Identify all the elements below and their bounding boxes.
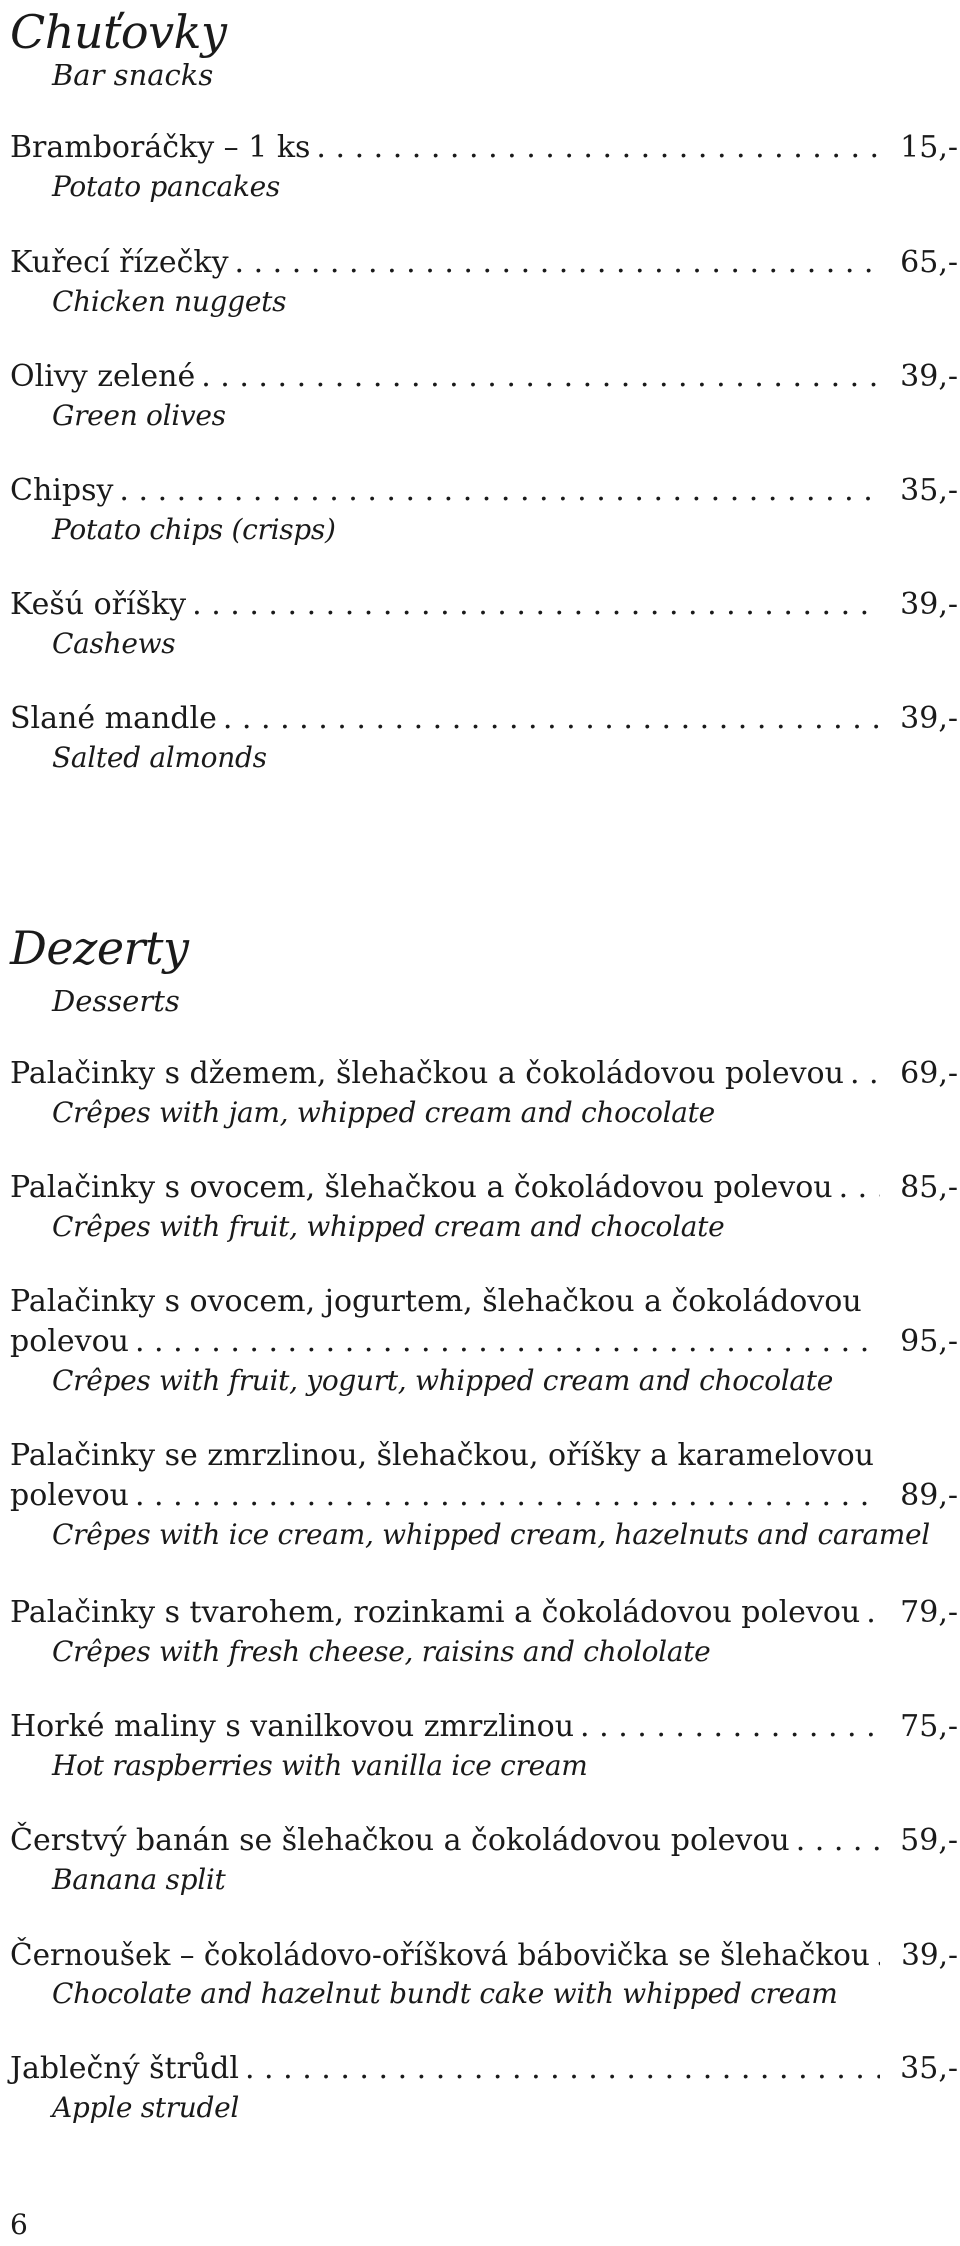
- item-translation: Cashews: [52, 627, 176, 660]
- dot-leader: [850, 1054, 880, 1094]
- menu-item: [10, 699, 958, 777]
- item-name-line1: Palačinky se zmrzlinou, šlehačkou, oříšky a karamelovou: [10, 1438, 874, 1473]
- menu-item: [10, 2049, 958, 2127]
- section-title: Chuťovky: [10, 5, 227, 59]
- dot-leader: [796, 1821, 880, 1861]
- item-name: Palačinky s ovocem, šlehačkou a čokoládovou polevou: [10, 1170, 833, 1205]
- item-price: 59,-: [900, 1823, 958, 1858]
- menu-item: [10, 585, 958, 663]
- page-number: 6: [10, 2208, 28, 2241]
- dot-leader: [839, 1168, 880, 1208]
- item-translation: Crêpes with jam, whipped cream and chocolate: [52, 1096, 715, 1129]
- section-subtitle: Bar snacks: [52, 58, 214, 92]
- item-name: Chipsy: [10, 473, 114, 508]
- menu-item: [10, 128, 958, 206]
- item-price: 85,-: [900, 1170, 958, 1205]
- dot-leader: [201, 357, 880, 397]
- menu-item: [10, 471, 958, 549]
- item-translation: Chocolate and hazelnut bundt cake with whipped cream: [52, 1977, 838, 2010]
- section-subtitle: Desserts: [52, 984, 180, 1018]
- item-name: Kešú oříšky: [10, 587, 187, 622]
- menu-item: [10, 1593, 958, 1671]
- item-translation: Salted almonds: [52, 741, 267, 774]
- item-price: 39,-: [900, 359, 958, 394]
- item-translation: Crêpes with ice cream, whipped cream, hazelnuts and caramel: [52, 1518, 930, 1551]
- item-name: polevou: [10, 1324, 129, 1359]
- menu-item: [10, 1935, 958, 2013]
- item-price: 39,-: [900, 701, 958, 736]
- item-name: polevou: [10, 1478, 129, 1513]
- item-price: 75,-: [900, 1709, 958, 1744]
- menu-page: [10, 0, 960, 2246]
- item-name: Slané mandle: [10, 701, 217, 736]
- dot-leader: [192, 585, 880, 625]
- item-translation: Green olives: [52, 399, 226, 432]
- dot-leader: [135, 1322, 880, 1362]
- menu-item: [10, 1821, 958, 1899]
- menu-item: [10, 1282, 958, 1400]
- item-name: Čerstvý banán se šlehačkou a čokoládovou polevou: [10, 1823, 790, 1858]
- item-price: 35,-: [900, 2051, 958, 2086]
- item-translation: Crêpes with fresh cheese, raisins and chololate: [52, 1635, 711, 1668]
- menu-item: [10, 1168, 958, 1246]
- item-price: 95,-: [900, 1324, 958, 1359]
- item-translation: Potato pancakes: [52, 170, 280, 203]
- dot-leader: [235, 243, 880, 283]
- item-translation: Apple strudel: [52, 2091, 240, 2124]
- item-price: 15,-: [900, 130, 958, 165]
- item-name: Bramboráčky – 1 ks: [10, 130, 311, 165]
- item-price: 65,-: [900, 245, 958, 280]
- dot-leader: [223, 699, 880, 739]
- item-name: Jablečný štrůdl: [10, 2051, 239, 2086]
- menu-item: [10, 1707, 958, 1785]
- item-name: Olivy zelené: [10, 359, 196, 394]
- dot-leader: [580, 1707, 880, 1747]
- dot-leader: [866, 1593, 880, 1633]
- menu-item: [10, 357, 958, 435]
- item-price: 79,-: [900, 1595, 958, 1630]
- item-translation: Potato chips (crisps): [52, 513, 336, 546]
- item-price: 89,-: [900, 1478, 958, 1513]
- item-name: Palačinky s džemem, šlehačkou a čokoládovou polevou: [10, 1056, 844, 1091]
- dot-leader: [135, 1476, 880, 1516]
- section-title: Dezerty: [10, 921, 189, 975]
- item-name: Palačinky s tvarohem, rozinkami a čokoládovou polevou: [10, 1595, 861, 1630]
- dot-leader: [245, 2049, 880, 2089]
- item-price: 35,-: [900, 473, 958, 508]
- menu-item: [10, 243, 958, 321]
- dot-leader: [876, 1935, 880, 1975]
- item-translation: Chicken nuggets: [52, 285, 287, 318]
- dot-leader: [316, 128, 880, 168]
- menu-item: [10, 1436, 958, 1554]
- item-translation: Crêpes with fruit, yogurt, whipped cream and chocolate: [52, 1364, 834, 1397]
- item-price: 39,-: [900, 587, 958, 622]
- item-translation: Banana split: [52, 1863, 226, 1896]
- item-price: 69,-: [900, 1056, 958, 1091]
- item-translation: Crêpes with fruit, whipped cream and chocolate: [52, 1210, 725, 1243]
- menu-item: [10, 1054, 958, 1132]
- item-translation: Hot raspberries with vanilla ice cream: [52, 1749, 588, 1782]
- item-name-line1: Palačinky s ovocem, jogurtem, šlehačkou a čokoládovou: [10, 1284, 862, 1319]
- dot-leader: [119, 471, 880, 511]
- item-price: 39,-: [901, 1938, 958, 1972]
- item-name: Horké maliny s vanilkovou zmrzlinou: [10, 1709, 575, 1744]
- item-name: Kuřecí řízečky: [10, 245, 229, 280]
- item-name: Černoušek – čokoládovo-oříšková bábovička se šlehačkou: [10, 1938, 870, 1972]
